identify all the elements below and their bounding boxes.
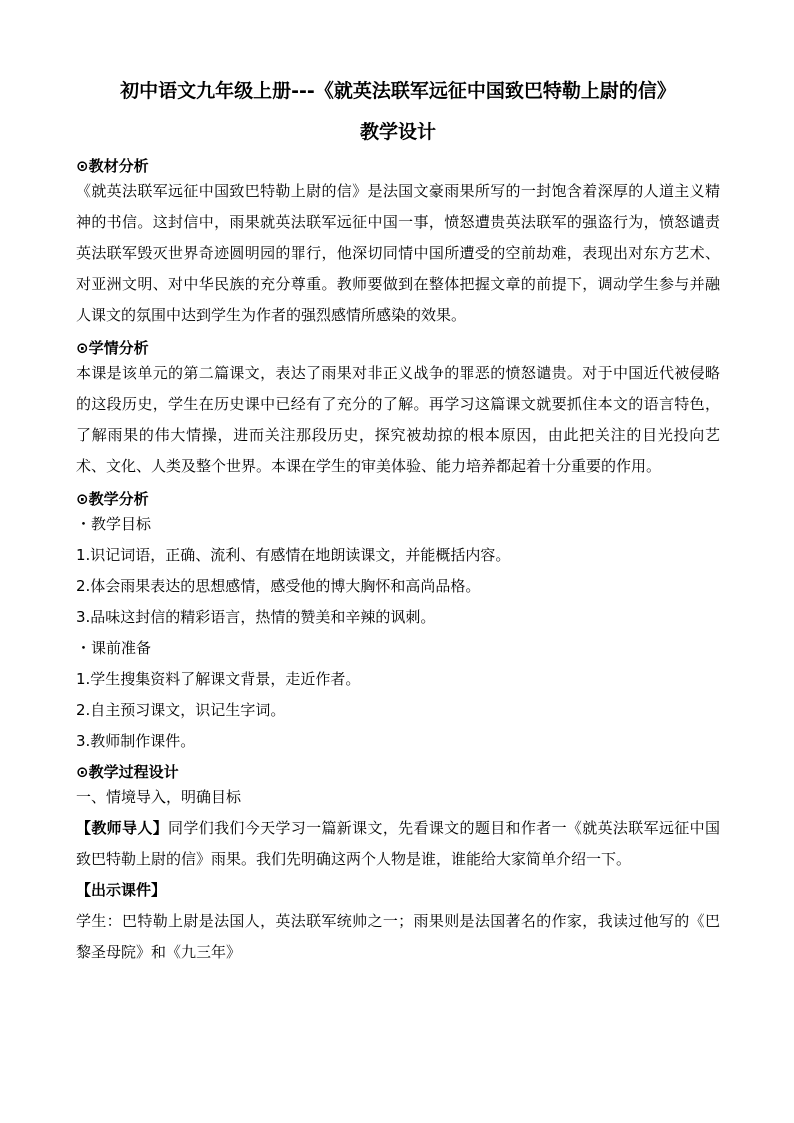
section-text-textbook-analysis: 《就英法联军远征中国致巴特勒上尉的信》是法国文豪雨果所写的一封饱含着深厚的人道主义精神的书信。这封信中，雨果就英法联军远征中国一事，愤怒遭贵英法联军的强盗行为，愤怒谴责英法联军毁灭世界奇迹圆明园的罪行，他深切同情中国所遭受的空前劫难，表现出对东方艺术、对亚洲文明、对中华民族的充分尊重。教师要做到在整体把握文章的前提下，调动学生参与并融人课文的氛围中达到学生为作者的强烈感情所感染的效果。 — [76, 182, 720, 324]
section-text-student-analysis: 本课是该单元的第二篇课文，表达了雨果对非正义战争的罪恶的愤怒谴贵。对于中国近代被侵略的这段历史，学生在历史课中已经有了充分的了解。再学习这篇课文就要抓住本文的语言特色，了解雨果的伟大情操，进而关注那段历史，探究被劫掠的根本原因，由此把关注的目光投向艺术、文化、人类及整个世界。本课在学生的审美体验、能力培养都起着十分重要的作用。 — [76, 364, 720, 475]
section-heading-teaching-process: ⊙教学过程设计 — [76, 763, 179, 781]
courseware-label: 【出示课件】 — [76, 881, 167, 899]
teacher-intro-text: 同学们我们今天学习一篇新课文，先看课文的题目和作者一《就英法联军远征中国致巴特勒上尉的信》雨果。我们先明确这两个人物是谁，谁能给大家简单介绍一下。 — [76, 819, 720, 868]
teacher-intro-label: 【教师导人】 — [76, 819, 169, 837]
document-page — [76, 80, 720, 968]
step-heading: 一、情境导入，明确目标 — [76, 788, 242, 806]
goal-item: 2.体会雨果表达的思想感情，感受他的博大胸怀和高尚品格。 — [76, 577, 481, 595]
document-subtitle: 教学设计 — [359, 121, 436, 143]
prep-item: 2.自主预习课文，识记生字词。 — [76, 701, 286, 719]
subheading-class-preparation: ・课前准备 — [76, 639, 152, 657]
section-heading-textbook-analysis: ⊙教材分析 — [76, 157, 149, 175]
student-answer: 学生：巴特勒上尉是法国人，英法联军统帅之一；雨果则是法国著名的作家，我读过他写的《巴黎圣母院》和《九三年》 — [76, 912, 720, 961]
goal-item: 1.识记词语，正确、流利、有感情在地朗读课文，并能概括内容。 — [76, 546, 511, 564]
section-heading-teaching-analysis: ⊙教学分析 — [76, 490, 149, 508]
subheading-teaching-goals: ・教学目标 — [76, 515, 152, 533]
goal-item: 3.品味这封信的精彩语言，热情的赞美和辛辣的讽刺。 — [76, 608, 436, 626]
prep-item: 1.学生搜集资料了解课文背景，走近作者。 — [76, 670, 361, 688]
section-heading-student-analysis: ⊙学情分析 — [76, 339, 149, 357]
prep-item: 3.教师制作课件。 — [76, 732, 196, 750]
teacher-intro-paragraph — [76, 813, 720, 875]
document-title: 初中语文九年级上册---《就英法联军远征中国致巴特勒上尉的信》 — [120, 80, 676, 102]
